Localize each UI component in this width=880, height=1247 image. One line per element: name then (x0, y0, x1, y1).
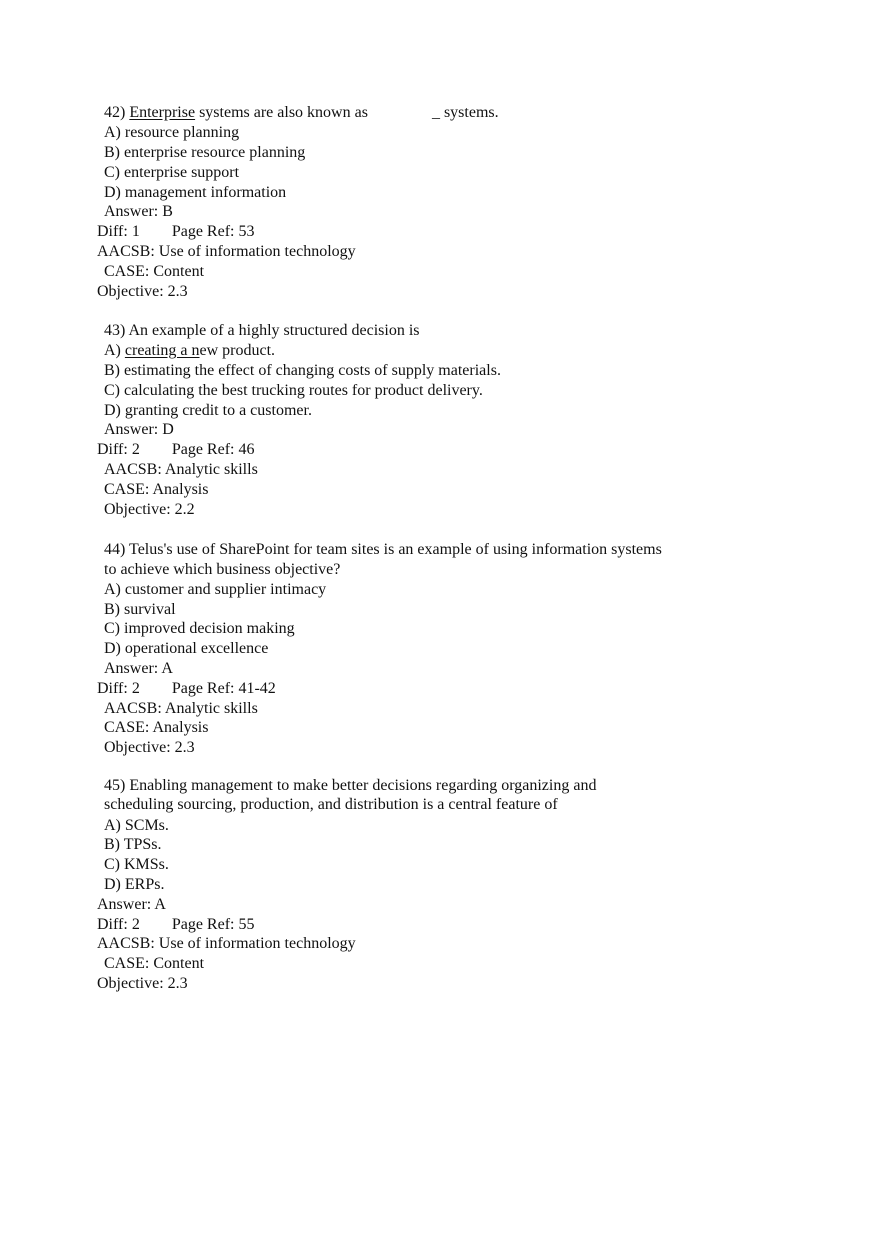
answer: Answer: A (97, 896, 166, 913)
case: CASE: Analysis (104, 481, 209, 498)
option-b: B) enterprise resource planning (104, 144, 306, 161)
aacsb: AACSB: Use of information technology (97, 243, 356, 260)
underlined-term: Enterprise (129, 104, 196, 121)
answer: Answer: B (104, 203, 173, 220)
objective: Objective: 2.3 (97, 975, 188, 992)
aacsb: AACSB: Analytic skills (104, 700, 258, 717)
objective: Objective: 2.3 (97, 283, 188, 300)
option-c: C) improved decision making (104, 620, 295, 637)
option-c: C) KMSs. (104, 856, 169, 873)
aacsb: AACSB: Analytic skills (104, 461, 258, 478)
answer: Answer: A (104, 660, 173, 677)
option-a: A) resource planning (104, 124, 240, 141)
objective: Objective: 2.2 (104, 501, 195, 518)
question-stem-line-1: 44) Telus's use of SharePoint for team sites is an example of using information systems (104, 541, 662, 558)
diff-pageref: Diff: 1 Page Ref: 53 (97, 223, 255, 240)
case: CASE: Content (104, 955, 205, 972)
option-d: D) management information (104, 184, 287, 201)
option-d: D) granting credit to a customer. (104, 402, 312, 419)
objective: Objective: 2.3 (104, 739, 195, 756)
case: CASE: Content (104, 263, 205, 280)
question-stem: 43) An example of a highly structured decision is (104, 322, 420, 339)
option-a: A) SCMs. (104, 817, 169, 834)
option-c: C) enterprise support (104, 164, 240, 181)
question-stem-line-1: 45) Enabling management to make better decisions regarding organizing and (104, 777, 597, 794)
question-stem-line-2: scheduling sourcing, production, and distribution is a central feature of (104, 796, 558, 813)
diff-pageref: Diff: 2 Page Ref: 41-42 (97, 680, 276, 697)
option-b: B) TPSs. (104, 836, 162, 853)
question-stem-line-2: to achieve which business objective? (104, 561, 341, 578)
option-b: B) survival (104, 601, 176, 618)
answer: Answer: D (104, 421, 174, 438)
diff-pageref: Diff: 2 Page Ref: 46 (97, 441, 255, 458)
case: CASE: Analysis (104, 719, 209, 736)
diff-pageref: Diff: 2 Page Ref: 55 (97, 916, 255, 933)
option-b: B) estimating the effect of changing costs of supply materials. (104, 362, 501, 379)
option-a: A) customer and supplier intimacy (104, 581, 327, 598)
aacsb: AACSB: Use of information technology (97, 935, 356, 952)
option-d: D) operational excellence (104, 640, 269, 657)
option-a: A) creating a new product. (104, 342, 276, 359)
option-c: C) calculating the best trucking routes for product delivery. (104, 382, 483, 399)
question-stem: 42) Enterprise systems are also known as _ systems. (104, 104, 499, 121)
option-d: D) ERPs. (104, 876, 165, 893)
